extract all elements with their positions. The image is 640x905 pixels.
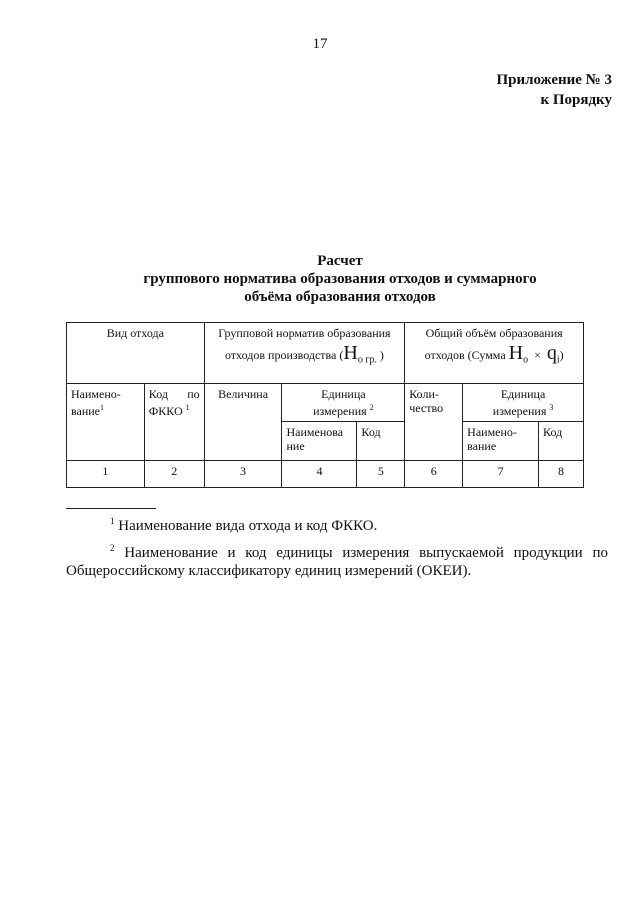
footnote-mark: 1 (185, 403, 190, 412)
footnote-text: Наименование вида отхода и код ФККО. (118, 518, 378, 534)
header-name-label: Наимено-вание (71, 387, 121, 418)
footnote-mark: 1 (110, 516, 115, 526)
header-quantity (405, 384, 463, 461)
column-number: 8 (539, 461, 584, 488)
formula-subscript: о гр. (357, 354, 377, 366)
header-fkko-code-line2 (149, 401, 200, 418)
header-unit-norm-code-label: Код (361, 425, 381, 439)
column-number: 1 (67, 461, 145, 488)
header-value (204, 384, 282, 461)
appendix-header (496, 70, 612, 110)
formula-symbol-n: Н (508, 342, 524, 364)
formula-close: ) (379, 348, 384, 362)
footnote-mark: 1 (100, 403, 105, 412)
header-value-label: Величина (218, 387, 269, 401)
header-unit-volume-code-label: Код (543, 425, 563, 439)
appendix-title: Приложение № 3 (496, 72, 612, 88)
column-number: 6 (405, 461, 463, 488)
formula-times: × (534, 348, 541, 362)
header-total-volume (405, 323, 584, 384)
header-unit-volume-line1: Единица (500, 387, 546, 401)
header-waste-type (67, 323, 205, 384)
header-unit-volume-name-label: Наимено-вание (467, 425, 517, 453)
footnote-mark: 2 (369, 403, 374, 412)
footnote-mark: 2 (110, 543, 115, 553)
footnotes (66, 512, 608, 584)
column-number: 2 (144, 461, 204, 488)
footnote-mark: 3 (549, 403, 554, 412)
header-unit-norm-name (282, 422, 357, 461)
page-number: 17 (312, 36, 328, 52)
header-group-norm-text: отходов производства ( (224, 348, 344, 362)
appendix-reference: к Порядку (540, 92, 612, 108)
header-waste-type-label: Вид отхода (106, 326, 164, 340)
header-unit-volume-line2 (467, 401, 579, 418)
column-number: 3 (204, 461, 282, 488)
header-quantity-label: Коли-чество (409, 387, 444, 415)
column-number: 4 (282, 461, 357, 488)
footnote-1 (66, 512, 608, 535)
header-unit-norm-name-label: Наименова ние (286, 425, 344, 453)
header-unit-volume-label: измерения (492, 404, 547, 418)
header-fkko-code (144, 384, 204, 461)
header-unit-norm-line2 (286, 401, 400, 418)
formula-symbol-n: Н (343, 342, 358, 364)
column-number: 7 (463, 461, 539, 488)
header-unit-norm-label: измерения (313, 404, 367, 418)
header-fkko-code-label: ФККО (148, 404, 183, 418)
title-line-1: Расчет (317, 253, 363, 269)
title-line-2: группового норматива образования отходов и суммарного (143, 271, 537, 287)
header-unit-norm (282, 384, 405, 422)
header-total-volume-text: отходов (Сумма (424, 348, 506, 362)
footnote-2 (66, 539, 608, 580)
table-column-numbers (67, 461, 584, 488)
footnote-separator (66, 508, 156, 509)
header-group-norm-line2 (209, 342, 401, 367)
formula-close: ) (559, 348, 564, 362)
header-unit-volume-code (539, 422, 584, 461)
column-number: 5 (357, 461, 405, 488)
header-name (67, 384, 145, 461)
header-unit-norm-code (357, 422, 405, 461)
header-unit-volume (463, 384, 584, 422)
document-title (0, 252, 640, 306)
table-header-row-columns (67, 384, 584, 422)
header-total-volume-line2 (409, 342, 579, 367)
header-group-norm-line1: Групповой норматив образования (218, 326, 391, 340)
formula-symbol-q: q (546, 342, 557, 364)
table-header-row-groups (67, 323, 584, 384)
header-unit-norm-line1: Единица (321, 387, 366, 401)
calculation-table (66, 322, 584, 488)
formula-subscript-i: i (556, 354, 560, 366)
header-fkko-code-line1: Код по (148, 387, 200, 401)
header-unit-volume-name (463, 422, 539, 461)
title-line-3: объёма образования отходов (244, 289, 436, 305)
footnote-text: Наименование и код единицы измерения выпускаемой продукции по Общероссийскому классификатору единиц измерений (ОКЕИ). (66, 545, 609, 579)
formula-subscript: о (523, 354, 529, 366)
header-total-volume-line1: Общий объём образования (425, 326, 563, 340)
header-group-norm (204, 323, 405, 384)
